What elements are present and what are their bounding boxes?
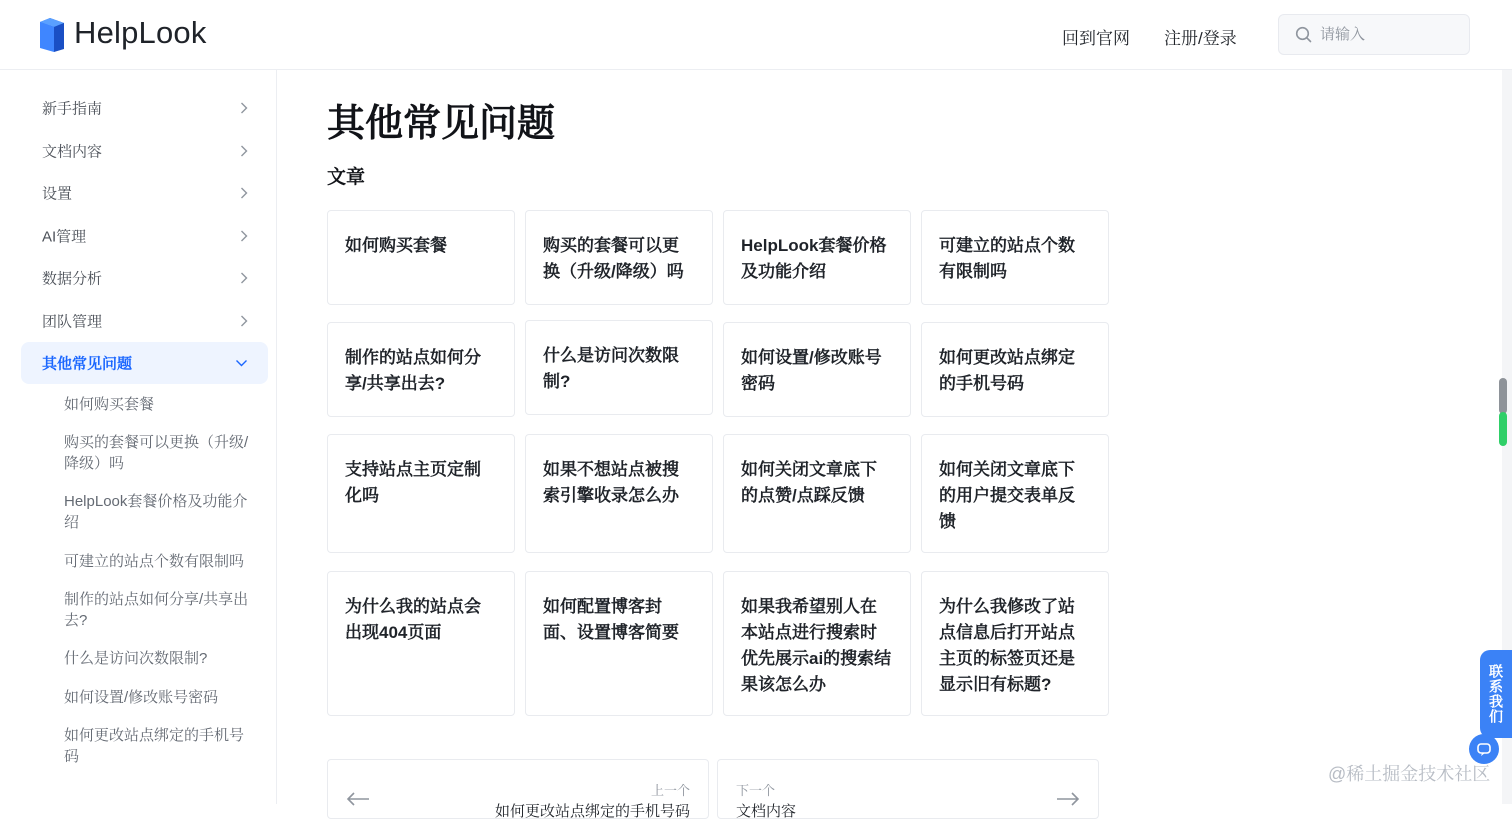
sidebar-item-doc-content[interactable] bbox=[21, 130, 268, 172]
article-card[interactable] bbox=[525, 571, 713, 716]
next-caption: 下一个 bbox=[736, 783, 776, 798]
nav-login-link[interactable]: 注册/登录 bbox=[1164, 29, 1237, 48]
article-card-title: 如果不想站点被搜索引擎收录怎么办 bbox=[543, 460, 679, 505]
article-card-title: 购买的套餐可以更换（升级/降级）吗 bbox=[543, 236, 684, 281]
article-card-title: 如果我希望别人在本站点进行搜索时优先展示ai的搜索结果该怎么办 bbox=[741, 597, 892, 694]
sidebar-subitem[interactable]: 什么是访问次数限制? bbox=[64, 650, 208, 667]
article-card[interactable] bbox=[723, 571, 911, 716]
article-card-title: 什么是访问次数限制? bbox=[543, 346, 679, 391]
sidebar-subitem[interactable]: HelpLook套餐价格及功能介绍 bbox=[64, 493, 248, 531]
watermark: @稀土掘金技术社区 bbox=[1328, 764, 1491, 784]
prev-title: 如何更改站点绑定的手机号码 bbox=[494, 803, 690, 820]
page-title: 其他常见问题 bbox=[327, 103, 556, 145]
article-card-title: 如何购买套餐 bbox=[345, 236, 447, 255]
sidebar-subitem[interactable]: 如何购买套餐 bbox=[64, 396, 155, 413]
article-card[interactable] bbox=[723, 322, 911, 417]
sidebar-subitem[interactable]: 如何设置/修改账号密码 bbox=[64, 689, 219, 706]
helplook-logo-icon bbox=[38, 14, 68, 52]
article-card-title: HelpLook套餐价格及功能介绍 bbox=[741, 236, 887, 281]
prev-caption: 上一个 bbox=[650, 783, 690, 798]
chevron-right-icon bbox=[240, 102, 248, 115]
article-card[interactable] bbox=[921, 322, 1109, 417]
chevron-right-icon bbox=[240, 145, 248, 158]
article-card-title: 制作的站点如何分享/共享出去? bbox=[345, 348, 481, 393]
sidebar-item-label: 新手指南 bbox=[42, 100, 103, 118]
nav-home-link[interactable]: 回到官网 bbox=[1062, 29, 1130, 48]
chevron-right-icon bbox=[240, 272, 248, 285]
article-card-title: 为什么我修改了站点信息后打开站点主页的标签页还是显示旧有标题? bbox=[939, 597, 1075, 694]
chat-icon bbox=[1476, 741, 1492, 757]
sidebar-subitem[interactable]: 可建立的站点个数有限制吗 bbox=[64, 553, 245, 570]
section-heading: 文章 bbox=[327, 167, 366, 188]
article-card[interactable] bbox=[525, 434, 713, 553]
chevron-right-icon bbox=[240, 187, 248, 200]
logo-text: HelpLook bbox=[74, 15, 207, 50]
article-card-title: 如何关闭文章底下的用户提交表单反馈 bbox=[939, 460, 1075, 531]
sidebar-item-getting-started[interactable] bbox=[21, 87, 268, 129]
sidebar-item-label: 设置 bbox=[42, 185, 73, 203]
chevron-down-icon bbox=[235, 359, 248, 367]
article-card-title: 为什么我的站点会出现404页面 bbox=[345, 597, 481, 642]
article-card[interactable] bbox=[327, 434, 515, 553]
sidebar-item-label: 其他常见问题 bbox=[42, 355, 133, 373]
sidebar bbox=[0, 70, 277, 804]
article-card[interactable] bbox=[327, 571, 515, 716]
article-card[interactable] bbox=[723, 210, 911, 305]
sidebar-subitem[interactable]: 制作的站点如何分享/共享出去? bbox=[64, 591, 249, 629]
sidebar-item-ai-management[interactable] bbox=[21, 215, 268, 257]
article-card[interactable] bbox=[525, 210, 713, 305]
sidebar-item-label: AI管理 bbox=[42, 228, 87, 246]
article-card-title: 支持站点主页定制化吗 bbox=[345, 460, 481, 505]
article-card[interactable] bbox=[327, 210, 515, 305]
article-card[interactable] bbox=[525, 320, 713, 415]
chevron-right-icon bbox=[240, 230, 248, 243]
scroll-progress-indicator bbox=[1499, 412, 1507, 446]
sidebar-subitem[interactable]: 购买的套餐可以更换（升级/降级）吗 bbox=[64, 434, 249, 472]
sidebar-item-settings[interactable] bbox=[21, 172, 268, 214]
article-card-title: 如何设置/修改账号密码 bbox=[741, 348, 882, 393]
next-article-link[interactable] bbox=[717, 759, 1099, 819]
next-title: 文档内容 bbox=[736, 803, 797, 820]
sidebar-item-label: 数据分析 bbox=[42, 270, 103, 288]
article-card[interactable] bbox=[921, 571, 1109, 716]
article-card[interactable] bbox=[921, 434, 1109, 553]
article-card-title: 如何更改站点绑定的手机号码 bbox=[939, 348, 1075, 393]
article-card-title: 可建立的站点个数有限制吗 bbox=[939, 236, 1075, 281]
sidebar-subitem[interactable]: 如何更改站点绑定的手机号码 bbox=[64, 727, 245, 765]
search-box[interactable] bbox=[1278, 14, 1470, 55]
chevron-right-icon bbox=[240, 315, 248, 328]
sidebar-item-label: 团队管理 bbox=[42, 313, 103, 331]
article-card[interactable] bbox=[921, 210, 1109, 305]
article-card[interactable] bbox=[723, 434, 911, 553]
search-icon bbox=[1295, 26, 1312, 43]
article-card[interactable] bbox=[327, 322, 515, 417]
top-header bbox=[0, 0, 1512, 70]
article-card-title: 如何关闭文章底下的点赞/点踩反馈 bbox=[741, 460, 877, 505]
sidebar-item-team-management[interactable] bbox=[21, 300, 268, 342]
logo[interactable] bbox=[38, 14, 207, 52]
scrollbar-thumb[interactable] bbox=[1499, 378, 1507, 414]
article-card-title: 如何配置博客封面、设置博客简要 bbox=[543, 597, 679, 642]
sidebar-item-label: 文档内容 bbox=[42, 143, 103, 161]
contact-us-label: 联系我们 bbox=[1488, 664, 1504, 724]
contact-us-button[interactable] bbox=[1480, 650, 1512, 738]
search-input[interactable] bbox=[1320, 26, 1460, 43]
prev-article-link[interactable] bbox=[327, 759, 709, 819]
sidebar-item-data-analysis[interactable] bbox=[21, 257, 268, 299]
sidebar-item-other-faq[interactable] bbox=[21, 342, 268, 384]
